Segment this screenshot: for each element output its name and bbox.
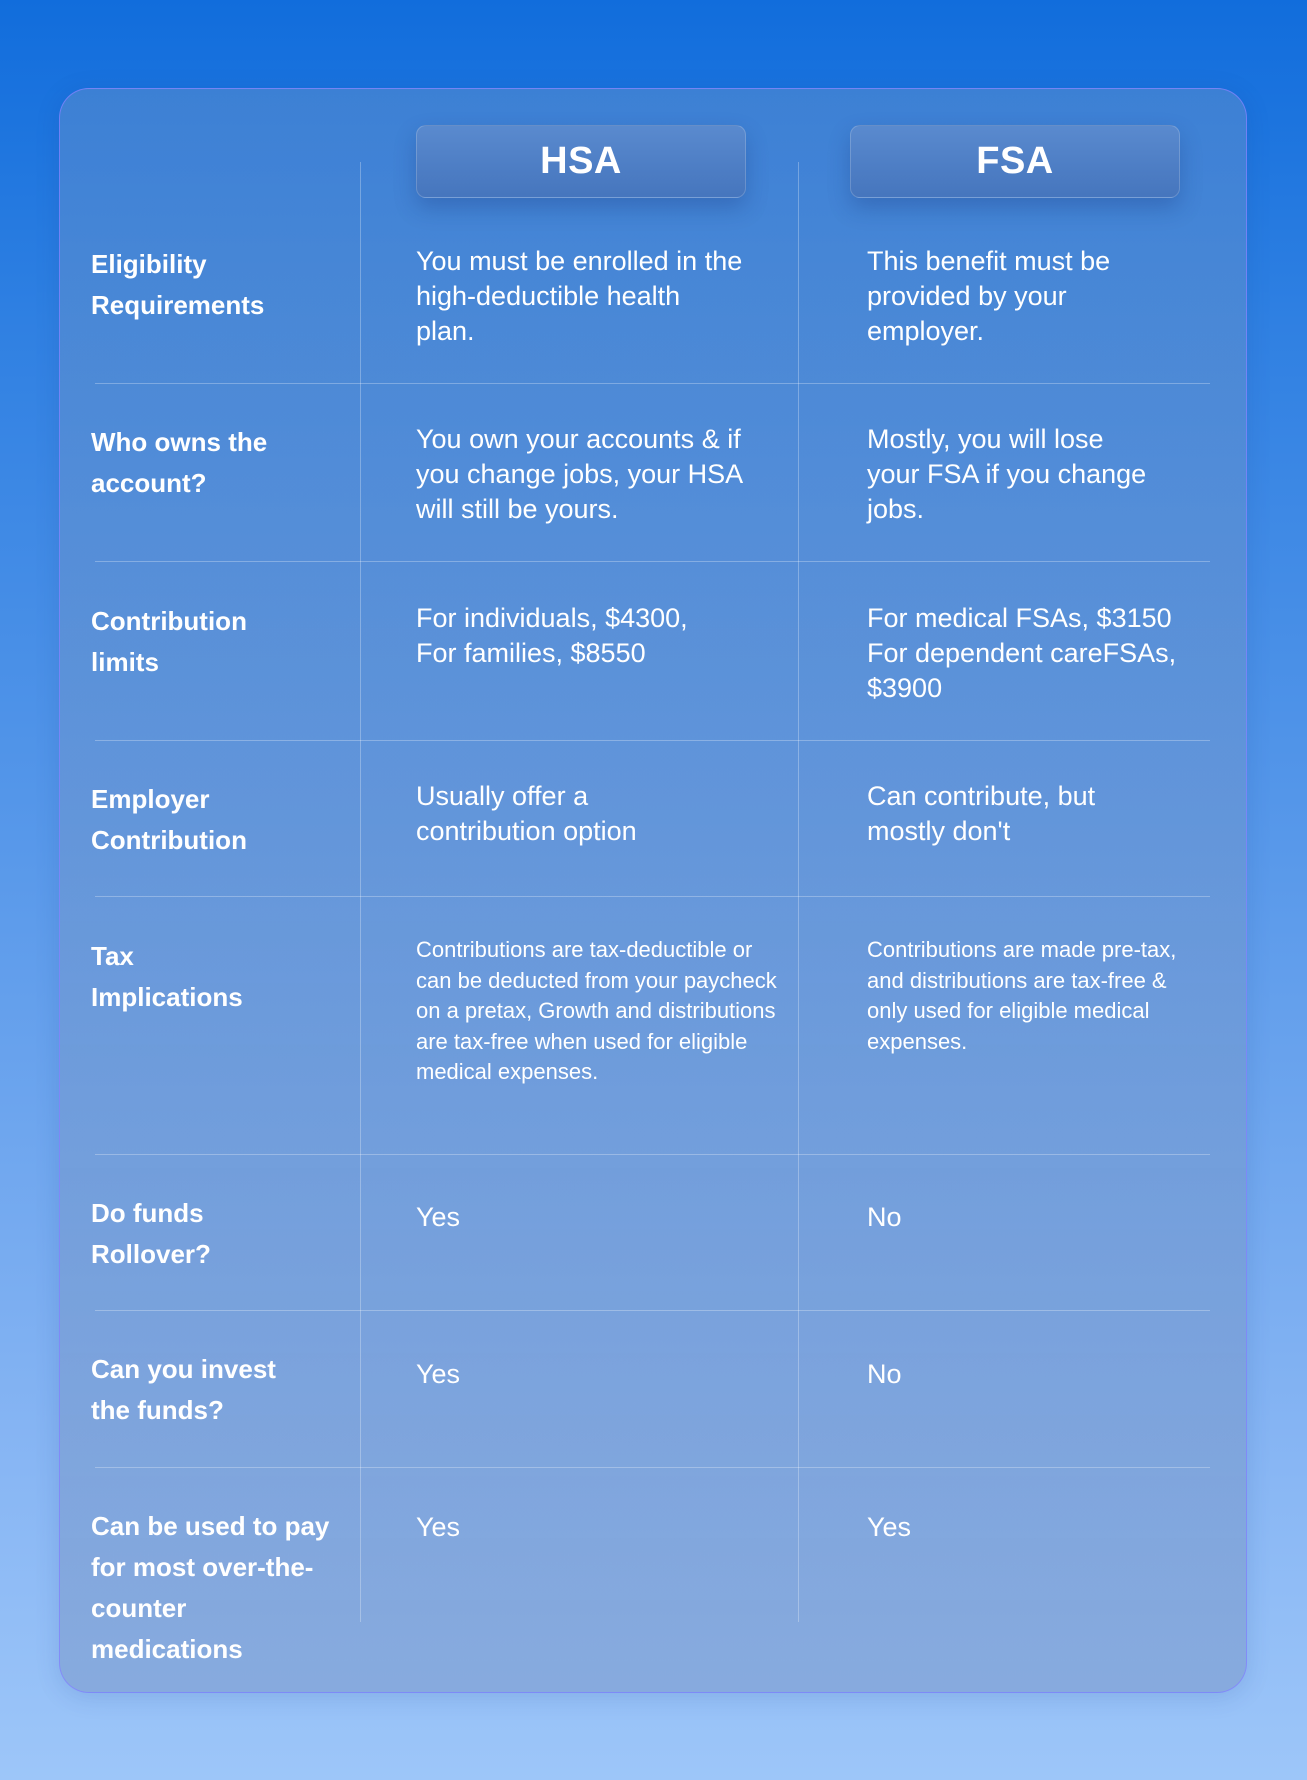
row-label-otc-medications: Can be used to pay for most over-the-counter medications (91, 1511, 330, 1664)
column-header-label: FSA (976, 140, 1054, 182)
column-divider (360, 162, 361, 1622)
hsa-ownership-cell: You own your accounts & if you change jobs, your HSA will still be yours. (416, 424, 742, 524)
hsa-invest-cell: Yes (416, 1359, 461, 1389)
row-label-contribution-limits: Contribution limits (91, 606, 247, 677)
row-divider (95, 896, 1210, 897)
hsa-rollover-cell: Yes (416, 1202, 461, 1232)
hsa-contribution-limits-cell: For individuals, $4300, For families, $8550 (416, 603, 688, 668)
column-divider (798, 162, 799, 1622)
row-label-invest: Can you invest the funds? (91, 1354, 276, 1425)
fsa-eligibility-cell: This benefit must be provided by your employer. (867, 246, 1111, 346)
row-divider (95, 1154, 1210, 1155)
hsa-tax-implications-cell: Contributions are tax-deductible or can be deducted from your paycheck on a pretax, Growth and distributions are tax-free when used for eligible medical expenses. (416, 937, 777, 1084)
column-header-hsa (416, 125, 746, 198)
fsa-contribution-limits-cell: For medical FSAs, $3150 For dependent careFSAs, $3900 (867, 603, 1177, 703)
row-divider (95, 740, 1210, 741)
row-divider (95, 1467, 1210, 1468)
fsa-rollover-cell: No (867, 1202, 902, 1232)
row-label-employer-contribution: Employer Contribution (91, 784, 247, 855)
row-label-rollover: Do funds Rollover? (91, 1198, 211, 1269)
column-header-fsa (850, 125, 1180, 198)
hsa-otc-medications-cell: Yes (416, 1512, 461, 1542)
fsa-ownership-cell: Mostly, you will lose your FSA if you change jobs. (867, 424, 1147, 524)
hsa-eligibility-cell: You must be enrolled in the high-deductible health plan. (416, 246, 743, 346)
row-label-eligibility: Eligibility Requirements (91, 249, 265, 320)
row-divider (95, 383, 1210, 384)
fsa-otc-medications-cell: Yes (867, 1512, 912, 1542)
column-header-label: HSA (540, 140, 622, 182)
row-label-tax-implications: Tax Implications (91, 941, 243, 1012)
row-label-ownership: Who owns the account? (91, 427, 268, 498)
fsa-invest-cell: No (867, 1359, 902, 1389)
hsa-employer-contribution-cell: Usually offer a contribution option (416, 781, 637, 846)
row-divider (95, 561, 1210, 562)
fsa-employer-contribution-cell: Can contribute, but mostly don't (867, 781, 1096, 846)
fsa-tax-implications-cell: Contributions are made pre-tax, and distributions are tax-free & only used for eligible medical expenses. (867, 937, 1177, 1054)
row-divider (95, 1310, 1210, 1311)
